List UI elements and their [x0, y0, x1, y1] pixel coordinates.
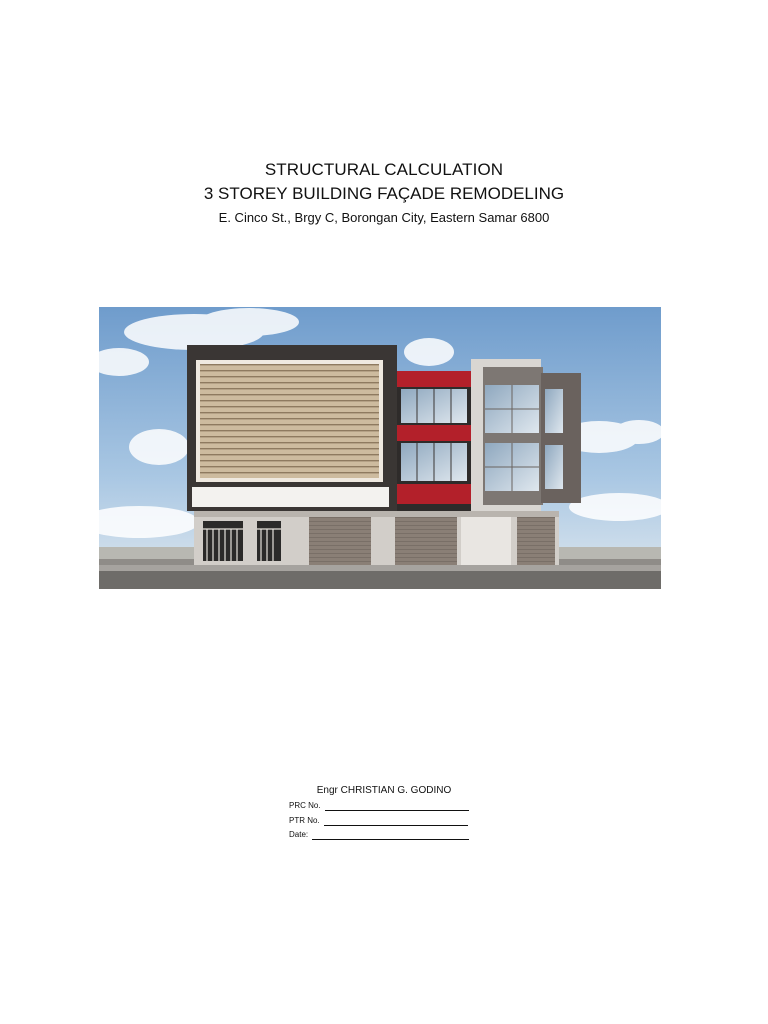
- document-title: STRUCTURAL CALCULATION: [264, 160, 504, 179]
- date-field: [289, 829, 469, 840]
- engineer-name: Engr CHRISTIAN G. GODINO: [316, 785, 452, 796]
- ptr-label: PTR No.: [289, 816, 320, 825]
- prc-blank-line: [325, 802, 469, 811]
- signatory-block: [0, 784, 768, 798]
- date-label: Date:: [289, 830, 309, 839]
- project-address: E. Cinco St., Brgy C, Borongan City, Eastern Samar 6800: [218, 210, 550, 225]
- title-block: [0, 158, 768, 228]
- building-render-image: [99, 307, 661, 589]
- prc-label: PRC No.: [289, 801, 321, 810]
- ptr-field: [289, 815, 468, 826]
- date-blank-line: [312, 831, 469, 840]
- document-subtitle: 3 STOREY BUILDING FAÇADE REMODELING: [203, 184, 565, 203]
- prc-field: [289, 800, 469, 811]
- building-render-illustration: [99, 307, 661, 589]
- ptr-blank-line: [324, 817, 468, 826]
